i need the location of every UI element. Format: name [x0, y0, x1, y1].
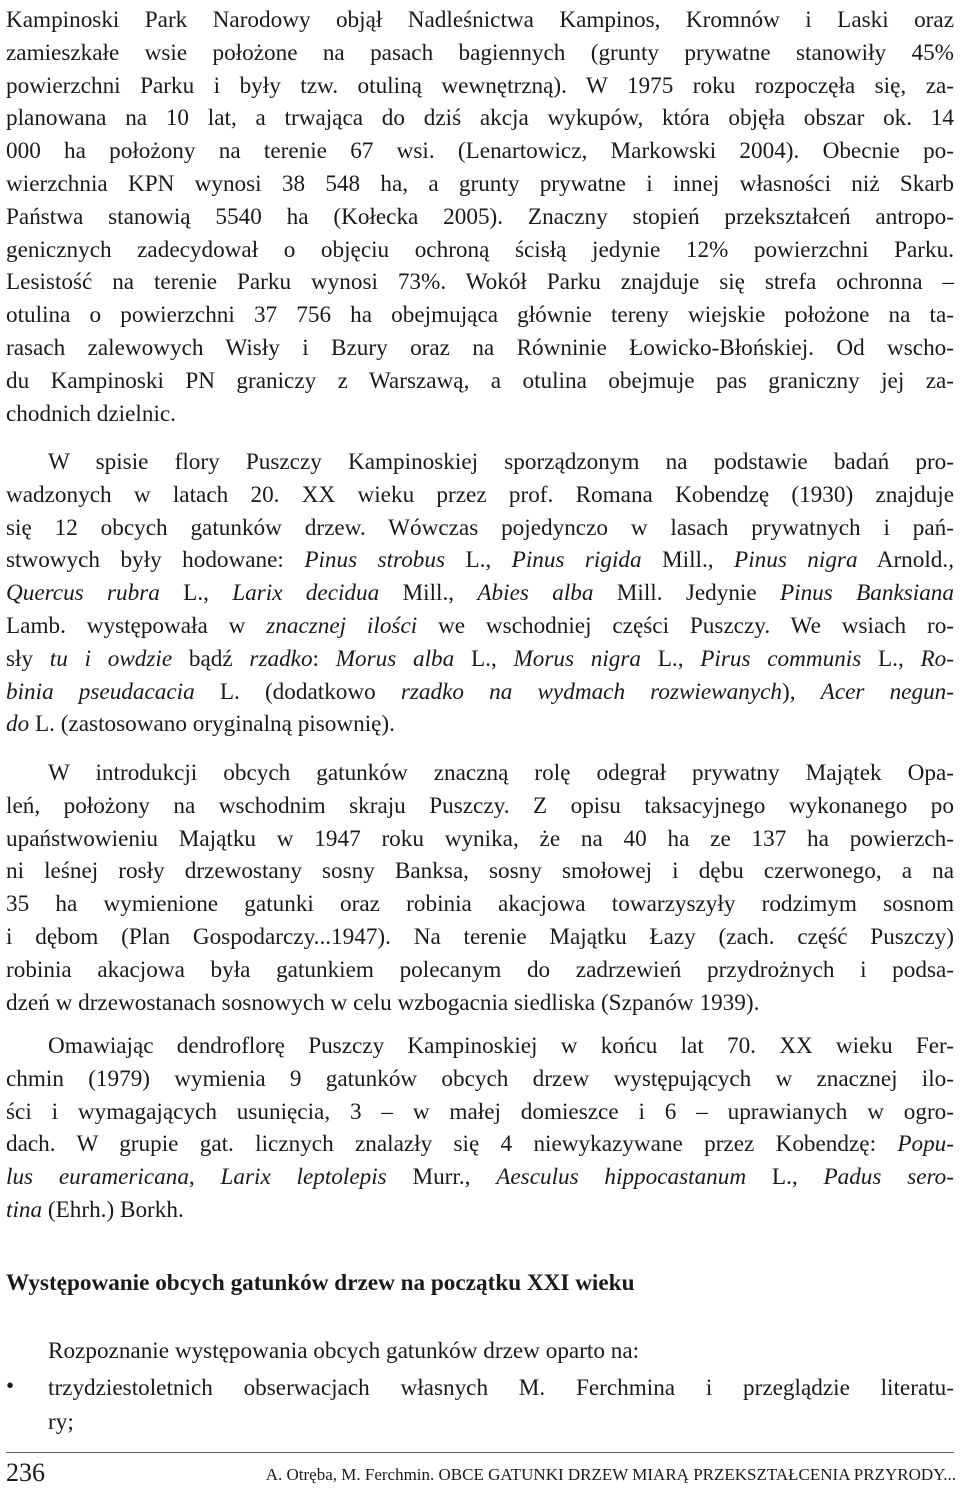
- text-line: chmin (1979) wymienia 9 gatunków obcych drzew występujących w znacznej ilo-: [6, 1065, 954, 1092]
- species-name: Aesculus hippocastanum: [496, 1164, 747, 1191]
- bullet-list-item: [48, 1371, 954, 1439]
- text-run: L.,: [445, 547, 512, 574]
- text-run: L.,: [159, 580, 233, 607]
- text-line: zamieszkałe wsie położone na pasach bagiennych (grunty prywatne stanowiły 45%: [6, 39, 954, 66]
- text-line: [6, 1161, 954, 1194]
- species-name: tina: [6, 1196, 43, 1223]
- text-run: L. (zastosowano oryginalną pisownię).: [29, 711, 395, 738]
- text-line: leń, położony na wschodnim skraju Puszczy. Z opisu taksacyjnego wykonanego po: [6, 792, 954, 819]
- text-line: [6, 610, 954, 643]
- species-name: Acer negun-: [820, 678, 954, 705]
- text-run: Mill. Jedynie: [593, 580, 780, 607]
- species-name: Ro-: [920, 645, 954, 672]
- text-run: L.,: [861, 645, 921, 672]
- text-line: [6, 643, 954, 676]
- text-line: dzeń w drzewostanach sosnowych w celu wzbogacnia siedliska (Szpanów 1939).: [6, 989, 760, 1016]
- text-run: we wschodniej części Puszczy. We wsiach ro-: [417, 612, 955, 639]
- text-line: [6, 708, 954, 741]
- text-line: Państwa stanowią 5540 ha (Kołecka 2005). Znaczny stopień przekształceń antropo-: [6, 203, 954, 230]
- text-run: dach. W grupie gat. licznych znalazły się 4 niewykazywane przez Kobendzę:: [6, 1131, 898, 1158]
- text-line: otulina o powierzchni 37 756 ha obejmująca głównie tereny wiejskie położone na ta-: [6, 302, 954, 329]
- text-run: Mill.,: [379, 580, 478, 607]
- species-name: Quercus rubra: [6, 580, 160, 607]
- text-line: W introdukcji obcych gatunków znaczną rolę odegrał prywatny Majątek Opa-: [48, 760, 954, 786]
- text-line: ści i wymagających usunięcia, 3 – w małej domieszce i 6 – uprawianych w ogro-: [6, 1098, 954, 1125]
- text-line: rasach zalewowych Wisły i Bzury oraz na Równinie Łowicko-Błońskiej. Od wscho-: [6, 334, 954, 361]
- text-run: Lamb. występowała w: [6, 612, 267, 639]
- species-name: Abies alba: [477, 580, 594, 607]
- text-line: powierzchni Parku i były tzw. otuliną wewnętrzną). W 1975 roku rozpoczęła się, za-: [6, 72, 954, 99]
- species-name: Padus sero-: [823, 1164, 954, 1191]
- text-line: du Kampinoski PN graniczy z Warszawą, a otulina obejmuje pas graniczny jej za-: [6, 367, 954, 394]
- species-name: binia pseudacacia: [6, 678, 195, 705]
- species-name: Pinus Banksiana: [779, 580, 954, 607]
- text-line: [6, 544, 954, 577]
- paragraph-ferchmin-1979: [6, 1030, 954, 1227]
- species-name: Pinus strobus: [304, 547, 446, 574]
- text-line: robinia akacjowa była gatunkiem polecanym do zadrzewień przydrożnych i podsa-: [6, 956, 954, 983]
- text-run: bądź: [172, 645, 250, 672]
- text-line: ni leśnej rosły drzewostany sosny Banksa, sosny smołowej i dębu czerwonego, a na: [6, 858, 954, 885]
- text-line: wadzonych w latach 20. XX wieku przez prof. Romana Kobendzę (1930) znajduje: [6, 481, 954, 508]
- text-line: W spisie flory Puszczy Kampinoskiej sporządzonym na podstawie badań pro-: [48, 449, 954, 475]
- text-line: [6, 676, 954, 709]
- text-line: się 12 obcych gatunków drzew. Wówczas pojedynczo w lasach prywatnych i pań-: [6, 514, 954, 541]
- intro-text: Rozpoznanie występowania obcych gatunków drzew oparto na:: [48, 1338, 640, 1364]
- text-run: :: [312, 645, 336, 672]
- text-line: trzydziestoletnich obserwacjach własnych M. Ferchmina i przeglądzie literatu-: [48, 1375, 954, 1401]
- running-title: A. Otręba, M. Ferchmin. OBCE GATUNKI DRZEW MIARĄ PRZEKSZTAŁCENIA PRZYRODY...: [265, 1465, 956, 1484]
- species-name: Pinus rigida: [511, 547, 642, 574]
- italic-text: znacznej ilości: [266, 612, 418, 639]
- paragraph-park-history: [6, 4, 954, 430]
- text-run: Arnold.,: [857, 547, 954, 574]
- text-line: planowana na 10 lat, a trwająca do dziś akcja wykupów, która objęła obszar ok. 14: [6, 105, 954, 132]
- text-run: L. (dodatkowo: [194, 678, 401, 705]
- text-run: Mill.,: [641, 547, 735, 574]
- text-run: ),: [782, 678, 821, 705]
- text-line: Omawiając dendroflorę Puszczy Kampinoskiej w końcu lat 70. XX wieku Fer-: [48, 1033, 954, 1059]
- italic-text: tu i owdzie: [49, 645, 173, 672]
- text-line: [6, 1194, 954, 1227]
- text-line: [6, 577, 954, 610]
- text-line: [6, 1128, 954, 1161]
- species-name: Popu-: [897, 1131, 954, 1158]
- text-run: ,: [188, 1164, 221, 1191]
- page-number: 236: [6, 1458, 45, 1487]
- species-name: do: [6, 711, 30, 738]
- text-line: chodnich dzielnic.: [6, 400, 176, 427]
- species-name: Pirus communis: [700, 645, 862, 672]
- species-name: Morus nigra: [513, 645, 642, 672]
- italic-text: rzadko na wydmach rozwiewanych: [400, 678, 782, 705]
- footer-divider: [6, 1452, 954, 1453]
- section-heading: Występowanie obcych gatunków drzew na początku XXI wieku: [6, 1270, 635, 1296]
- text-line: wierzchnia KPN wynosi 38 548 ha, a grunty prywatne i innej własności niż Skarb: [6, 170, 954, 197]
- text-line: i dębom (Plan Gospodarczy...1947). Na terenie Majątku Łazy (zach. część Puszczy): [6, 923, 954, 950]
- species-name: Larix leptolepis: [220, 1164, 387, 1191]
- text-line: Lesistość na terenie Parku wynosi 73%. Wokół Parku znajduje się strefa ochronna –: [6, 269, 954, 296]
- bullet-icon: •: [6, 1373, 15, 1399]
- text-run: Murr.,: [386, 1164, 497, 1191]
- text-run: (Ehrh.) Borkh.: [42, 1196, 184, 1223]
- species-name: lus euramericana: [6, 1164, 189, 1191]
- species-name: Pinus nigra: [734, 547, 858, 574]
- text-run: L.,: [641, 645, 701, 672]
- text-line: 000 ha położony na terenie 67 wsi. (Lenartowicz, Markowski 2004). Obecnie po-: [6, 138, 954, 165]
- species-name: Morus alba: [335, 645, 455, 672]
- species-name: Larix decidua: [232, 580, 380, 607]
- italic-text: rzadko: [249, 645, 313, 672]
- text-line: genicznych zadecydował o objęciu ochroną ścisłą jedynie 12% powierzchni Parku.: [6, 236, 954, 263]
- text-run: sły: [6, 645, 50, 672]
- text-run: L.,: [746, 1164, 824, 1191]
- text-line: 35 ha wymienione gatunki oraz robinia akacjowa towarzyszyły rodzimym sosnom: [6, 891, 954, 918]
- text-line: ry;: [48, 1409, 74, 1435]
- text-line: Kampinoski Park Narodowy objął Nadleśnictwa Kampinos, Kromnów i Laski oraz: [6, 7, 954, 33]
- text-line: upaństwowieniu Majątku w 1947 roku wynika, że na 40 ha ze 137 ha powierzch-: [6, 825, 954, 852]
- text-run: stwowych były hodowane:: [6, 547, 305, 574]
- paragraph-opalen-estate: [6, 757, 954, 1019]
- paragraph-kobendza-flora: [6, 446, 954, 741]
- text-run: L.,: [454, 645, 514, 672]
